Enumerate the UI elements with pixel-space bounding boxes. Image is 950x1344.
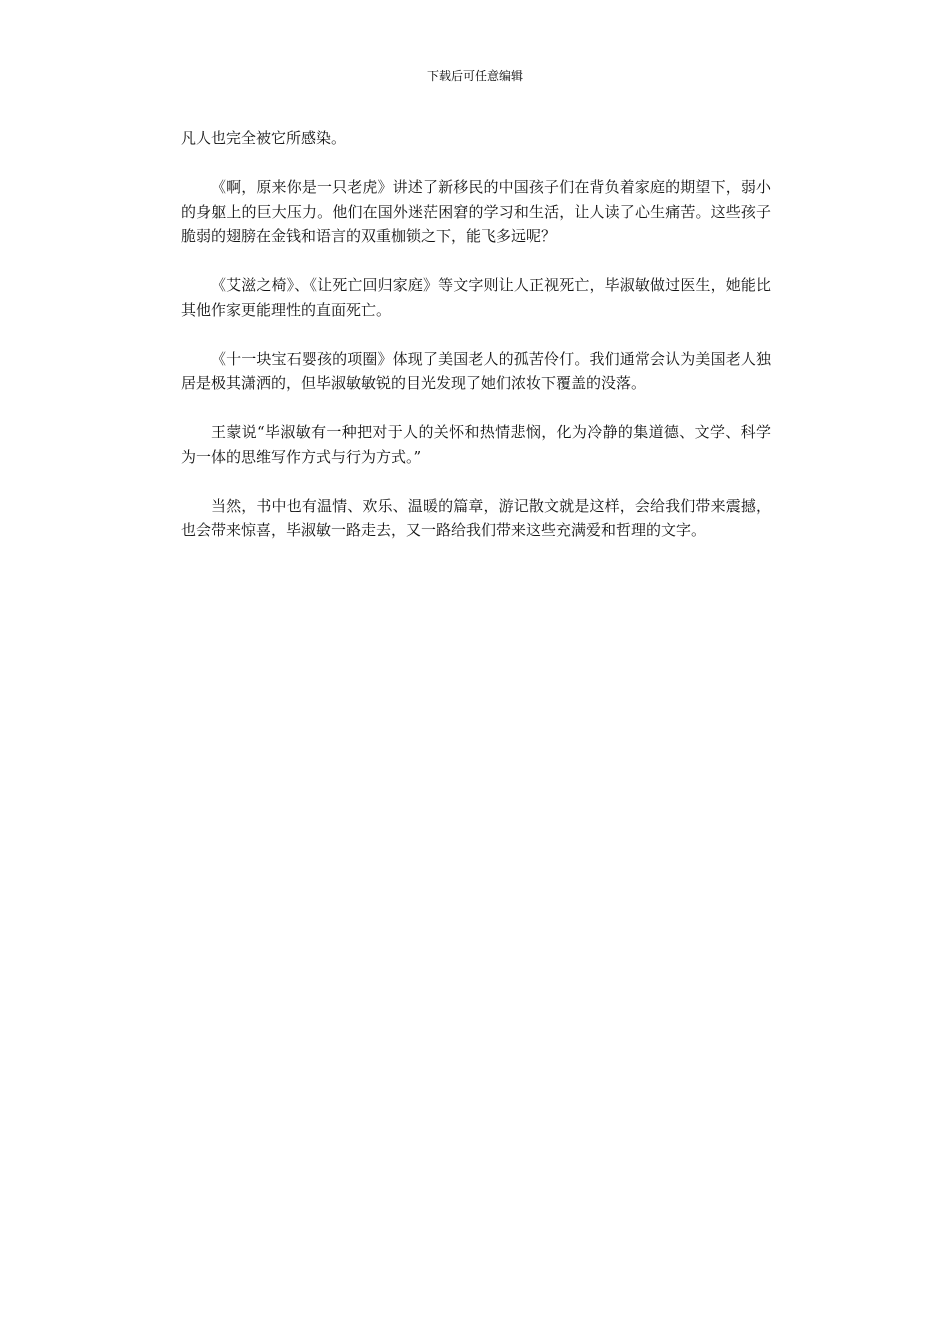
- paragraph-aids-chair: 《艾滋之椅》、《让死亡回归家庭》等文字则让人正视死亡，毕淑敏做过医生，她能比其他作家更能理性的直面死亡。: [181, 276, 771, 319]
- page-header: 下载后可任意编辑: [426, 69, 523, 83]
- paragraph-conclusion: 当然，书中也有温情、欢乐、温暖的篇章，游记散文就是这样，会给我们带来震撼，也会带来惊喜，毕淑敏一路走去，又一路给我们带来这些充满爱和哲理的文字。: [181, 496, 771, 539]
- paragraph-wang-meng-quote: 王蒙说“毕淑敏有一种把对于人的关怀和热情悲悯，化为冷静的集道德、文学、科学为一体的思维写作方式与行为方式。”: [181, 423, 771, 466]
- paragraph-necklace: 《十一块宝石婴孩的项圈》体现了美国老人的孤苦伶仃。我们通常会认为美国老人独居是极其潇洒的，但毕淑敏敏锐的目光发现了她们浓妆下覆盖的没落。: [181, 349, 771, 392]
- document-body: [181, 126, 771, 567]
- paragraph-tiger: 《啊，原来你是一只老虎》讲述了新移民的中国孩子们在背负着家庭的期望下，弱小的身躯上的巨大压力。他们在国外迷茫困窘的学习和生活，让人读了心生痛苦。这些孩子脆弱的翅膀在金钱和语言的双重枷锁之下，能飞多远呢？: [181, 178, 771, 245]
- paragraph-continuation: 凡人也完全被它所感染。: [181, 129, 347, 147]
